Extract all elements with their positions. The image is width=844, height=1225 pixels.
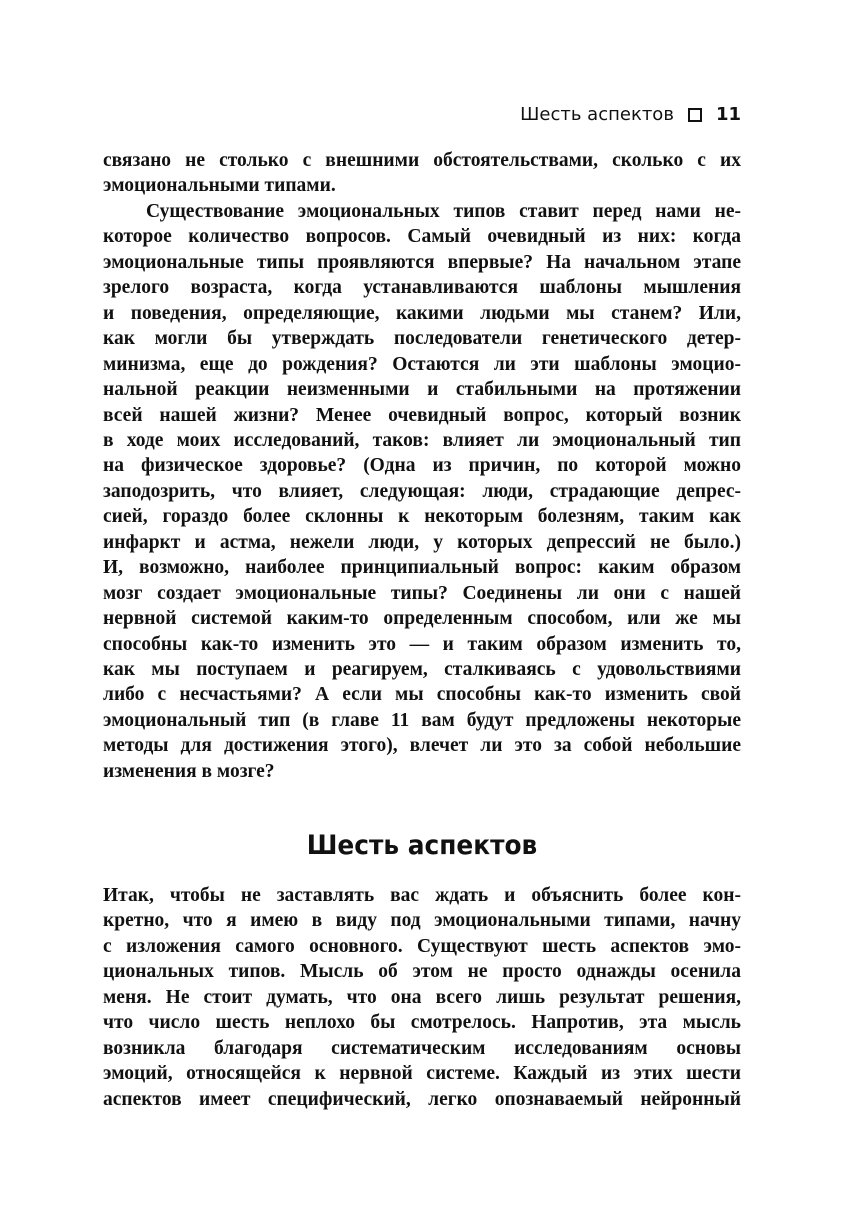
text-line: которое количество вопросов. Самый очевидный из них: когда — [103, 226, 741, 248]
text-line: зрелого возраста, когда устанавливаются шаблоны мышления — [103, 277, 741, 299]
text-line: как могли бы утверждать последователи генетического детер- — [103, 328, 741, 350]
text-line: в ходе моих исследований, таков: влияет ли эмоциональный тип — [103, 429, 741, 451]
text-line: либо с несчастьями? А если мы способны как-то изменить свой — [103, 684, 741, 706]
text-line: эмоций, относящейся к нервной системе. Каждый из этих шести — [103, 1063, 741, 1085]
text-line: способны как-то изменить это — и таким образом изменить то, — [103, 633, 741, 655]
text-line: методы для достижения этого), влечет ли это за собой небольшие — [103, 735, 741, 757]
running-head — [520, 104, 741, 125]
text-line: связано не столько с внешними обстоятельствами, сколько с их — [103, 150, 741, 171]
text-line: Итак, чтобы не заставлять вас ждать и объяснить более кон- — [103, 885, 741, 906]
text-line: меня. Не стоит думать, что она всего лишь результат решения, — [103, 986, 741, 1008]
text-line: кретно, что я имею в виду под эмоциональными типами, начну — [103, 910, 741, 932]
text-line: циональных типов. Мысль об этом не просто однажды осенила — [103, 961, 741, 983]
text-line: на физическое здоровье? (Одна из причин, по которой можно — [103, 455, 741, 477]
text-line: возникла благодаря систематическим исследованиям основы — [103, 1037, 741, 1059]
text-line: с изложения самого основного. Существуют шесть аспектов эмо- — [103, 935, 741, 957]
text-line: как мы поступаем и реагируем, сталкиваясь с удовольствиями — [103, 659, 741, 680]
text-line: эмоциональный тип (в главе 11 вам будут предложены некоторые — [103, 709, 741, 731]
text-line: нервной системой каким-то определенным способом, или же мы — [103, 608, 741, 630]
section-heading: Шесть аспектов — [306, 830, 538, 861]
text-line: изменения в мозге? — [103, 760, 275, 782]
text-line: эмоциональными типами. — [103, 175, 336, 197]
page-number: 11 — [715, 104, 741, 125]
text-line: И, возможно, наиболее принципиальный вопрос: каким образом — [103, 557, 741, 579]
text-line: минизма, еще до рождения? Остаются ли эти шаблоны эмоцио- — [103, 353, 741, 375]
text-line: и поведения, определяющие, какими людьми мы станем? Или, — [103, 302, 741, 324]
text-line: заподозрить, что влияет, следующая: люди, страдающие депрес- — [103, 480, 741, 502]
text-line: что число шесть неплохо бы смотрелось. Напротив, эта мысль — [103, 1012, 741, 1034]
text-line: всей нашей жизни? Менее очевидный вопрос, который возник — [103, 404, 741, 426]
text-line: эмоциональные типы проявляются впервые? На начальном этапе — [103, 251, 741, 273]
text-line: инфаркт и астма, нежели люди, у которых депрессий не было.) — [103, 531, 741, 553]
square-bullet-icon — [688, 108, 702, 122]
running-head-title: Шесть аспектов — [520, 104, 674, 125]
text-line: нальной реакции неизменными и стабильными на протяжении — [103, 379, 741, 401]
text-line: аспектов имеет специфический, легко опознаваемый нейронный — [103, 1088, 741, 1110]
text-line: мозг создает эмоциональные типы? Соединены ли они с нашей — [103, 582, 741, 604]
text-line: Существование эмоциональных типов ставит перед нами не- — [146, 200, 741, 222]
text-line: сией, гораздо более склонны к некоторым болезням, таким как — [103, 506, 741, 528]
